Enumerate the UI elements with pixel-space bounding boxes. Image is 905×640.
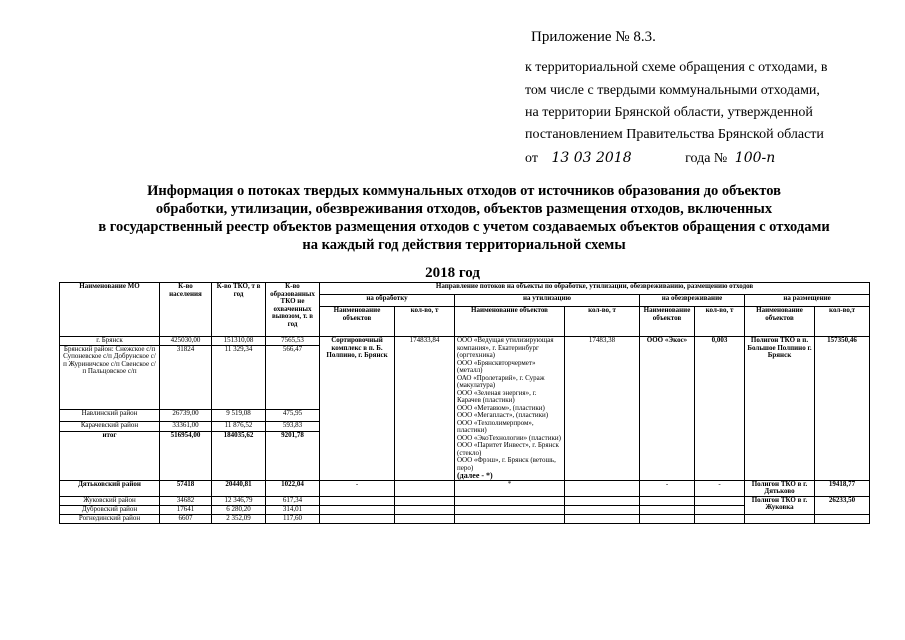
place-object: Полигон ТКО в п. Большое Полпино г. Брянск xyxy=(745,337,815,481)
row-karachev-form: 593,83 xyxy=(266,422,320,432)
row-bryansk-form: 7565,53 xyxy=(266,337,320,346)
util-qty: 17483,38 xyxy=(565,337,640,481)
year-number-label: года № xyxy=(685,151,728,166)
util-item: ООО «Фрэш», г. Брянск (ветошь, перо) xyxy=(457,456,556,472)
row-navlya-pop: 26739,00 xyxy=(160,409,212,421)
header-place-qty: кол-во,т xyxy=(815,307,870,337)
row-zhukovka-tko: 12 346,79 xyxy=(212,496,266,505)
row-total-form: 9201,78 xyxy=(266,432,320,480)
from-label: от xyxy=(525,151,538,166)
header-proc-name: Наименование объектов xyxy=(320,307,395,337)
row-rognedino-tko: 2 352,09 xyxy=(212,514,266,523)
row-total-pop: 516954,00 xyxy=(160,432,212,480)
row-karachev-mo: Карачевский район xyxy=(60,422,160,432)
header-formed: К-во образованных ТКО не охваченных вывозом, т. в год xyxy=(266,283,320,337)
preamble-line-4: постановлением Правительства Брянской области xyxy=(525,127,824,142)
row-karachev-tko: 11 876,52 xyxy=(212,422,266,432)
neut-object: ООО «Экос» xyxy=(640,337,695,481)
table-row xyxy=(60,496,870,505)
title-line-3: в государственный реестр объектов размещения отходов с учетом создаваемых объектов обращения с отходами xyxy=(98,219,830,235)
row-dubrovka-form: 314,01 xyxy=(266,505,320,514)
row-navlya-mo: Навлинский район xyxy=(60,409,160,421)
row-karachev-pop: 33361,00 xyxy=(160,422,212,432)
row-dyatkovo-tko: 20440,81 xyxy=(212,480,266,496)
document-title xyxy=(90,182,838,254)
util-item: ООО «Зеленая энергия», г. Карачев (пластики) xyxy=(457,388,537,404)
preamble-line-2: том числе с твердыми коммунальными отходами, xyxy=(525,83,820,98)
util-item: ООО «Техполимерпром», пластики) xyxy=(457,418,534,434)
row-dubrovka-tko: 6 280,20 xyxy=(212,505,266,514)
util-item: ООО «Мегапласт», (пластики) xyxy=(457,411,549,419)
header-neut-name: Наименование объектов xyxy=(640,307,695,337)
row-rognedino-mo: Рогнединский район xyxy=(60,514,160,523)
util-item: ОАО «Пролетарий», г. Сураж (макулатура) xyxy=(457,373,545,389)
table-row xyxy=(60,514,870,523)
handwritten-date: 13 03 2018 xyxy=(551,150,632,166)
header-processing: на обработку xyxy=(320,295,455,307)
zhukovka-place-qty: 26233,50 xyxy=(815,496,870,514)
title-line-1: Информация о потоках твердых коммунальных отходов от источников образования до объектов xyxy=(147,183,781,199)
header-tko: К-во ТКО, т в год xyxy=(212,283,266,337)
row-bryansk-pop: 425030,00 xyxy=(160,337,212,346)
row-total-mo: итог xyxy=(60,432,160,480)
row-bryansk-rn-tko: 11 329,34 xyxy=(212,345,266,409)
header-utilization: на утилизацию xyxy=(455,295,640,307)
row-bryansk-mo: г. Брянск xyxy=(60,337,160,346)
row-zhukovka-pop: 34682 xyxy=(160,496,212,505)
table-row xyxy=(60,480,870,496)
neut-qty: 0,003 xyxy=(695,337,745,481)
header-place-name: Наименование объектов xyxy=(745,307,815,337)
row-dyatkovo-neut-qty: - xyxy=(695,480,745,496)
row-dubrovka-pop: 17641 xyxy=(160,505,212,514)
preamble-line-3: на территории Брянской области, утвержденной xyxy=(525,105,813,120)
row-total-tko: 184035,62 xyxy=(212,432,266,480)
row-bryansk-rn-mo: Брянский район: Снежское с/п Супоневское с/п Добрунское с/п Журиничское с/п Свенское с/п Пальцовское с/п xyxy=(60,345,160,409)
handwritten-number: 100-п xyxy=(734,150,776,166)
row-dyatkovo-form: 1022,04 xyxy=(266,480,320,496)
header-util-qty: кол-во, т xyxy=(565,307,640,337)
header-proc-qty: кол-во, т xyxy=(395,307,455,337)
util-item: ООО «Брянсквторчермет» (металл) xyxy=(457,358,536,374)
header-directions: Направление потоков на объекты по обработке, утилизации, обезвреживанию, размещению отходов xyxy=(320,283,870,295)
util-object-list xyxy=(455,337,565,481)
row-bryansk-rn-form: 566,47 xyxy=(266,345,320,409)
header-neut-qty: кол-во, т xyxy=(695,307,745,337)
header-placement: на размещение xyxy=(745,295,870,307)
header-util-name: Наименование объектов xyxy=(455,307,565,337)
util-item: ООО «Метавюм», (пластики) xyxy=(457,403,545,412)
util-item: ООО «Паритет Инвест», г. Брянск (стекло) xyxy=(457,441,559,457)
row-zhukovka-form: 617,34 xyxy=(266,496,320,505)
row-dyatkovo-mo: Дятьковский район xyxy=(60,480,160,496)
zhukovka-place-obj: Полигон ТКО в г. Жуковка xyxy=(745,496,815,514)
waste-flow-table xyxy=(59,282,870,524)
header-neutralization: на обезвреживание xyxy=(640,295,745,307)
util-more: (далее - *) xyxy=(457,471,493,480)
row-dubrovka-mo: Дубровский район xyxy=(60,505,160,514)
proc-object: Сортировочный комплекс в п. Б. Полпино, г. Брянск xyxy=(320,337,395,481)
row-rognedino-pop: 6607 xyxy=(160,514,212,523)
row-dyatkovo-place-qty: 19418,77 xyxy=(815,480,870,496)
title-line-4: на каждый год действия территориальной схемы xyxy=(302,237,626,253)
preamble-date-line xyxy=(525,150,775,167)
row-zhukovka-mo: Жуковский район xyxy=(60,496,160,505)
place-qty: 157350,46 xyxy=(815,337,870,481)
row-dyatkovo-proc: - xyxy=(320,480,395,496)
appendix-number: Приложение № 8.3. xyxy=(531,29,656,45)
header-population: К-во населения xyxy=(160,283,212,337)
title-line-2: обработки, утилизации, обезвреживания отходов, объектов размещения отходов, включенных xyxy=(155,201,773,217)
year-heading: 2018 год xyxy=(425,265,480,281)
preamble-line-1: к территориальной схеме обращения с отходами, в xyxy=(525,60,828,75)
row-navlya-tko: 9 519,08 xyxy=(212,409,266,421)
row-bryansk-tko: 151310,08 xyxy=(212,337,266,346)
row-rognedino-form: 117,60 xyxy=(266,514,320,523)
row-dyatkovo-util: * xyxy=(455,480,565,496)
proc-qty: 174833,84 xyxy=(395,337,455,481)
table-row xyxy=(60,337,870,346)
util-item: ООО «ЭкоТехнологии» (пластики) xyxy=(457,433,561,442)
row-dyatkovo-neut-obj: - xyxy=(640,480,695,496)
row-dyatkovo-pop: 57418 xyxy=(160,480,212,496)
row-dyatkovo-place-obj: Полигон ТКО в г. Дятьково xyxy=(745,480,815,496)
util-item: ООО «Ведущая утилизирующая компания», г. Екатеринбург (оргтехника) xyxy=(457,336,554,359)
row-bryansk-rn-pop: 31824 xyxy=(160,345,212,409)
row-navlya-form: 475,95 xyxy=(266,409,320,421)
header-mo: Наименование МО xyxy=(60,283,160,337)
